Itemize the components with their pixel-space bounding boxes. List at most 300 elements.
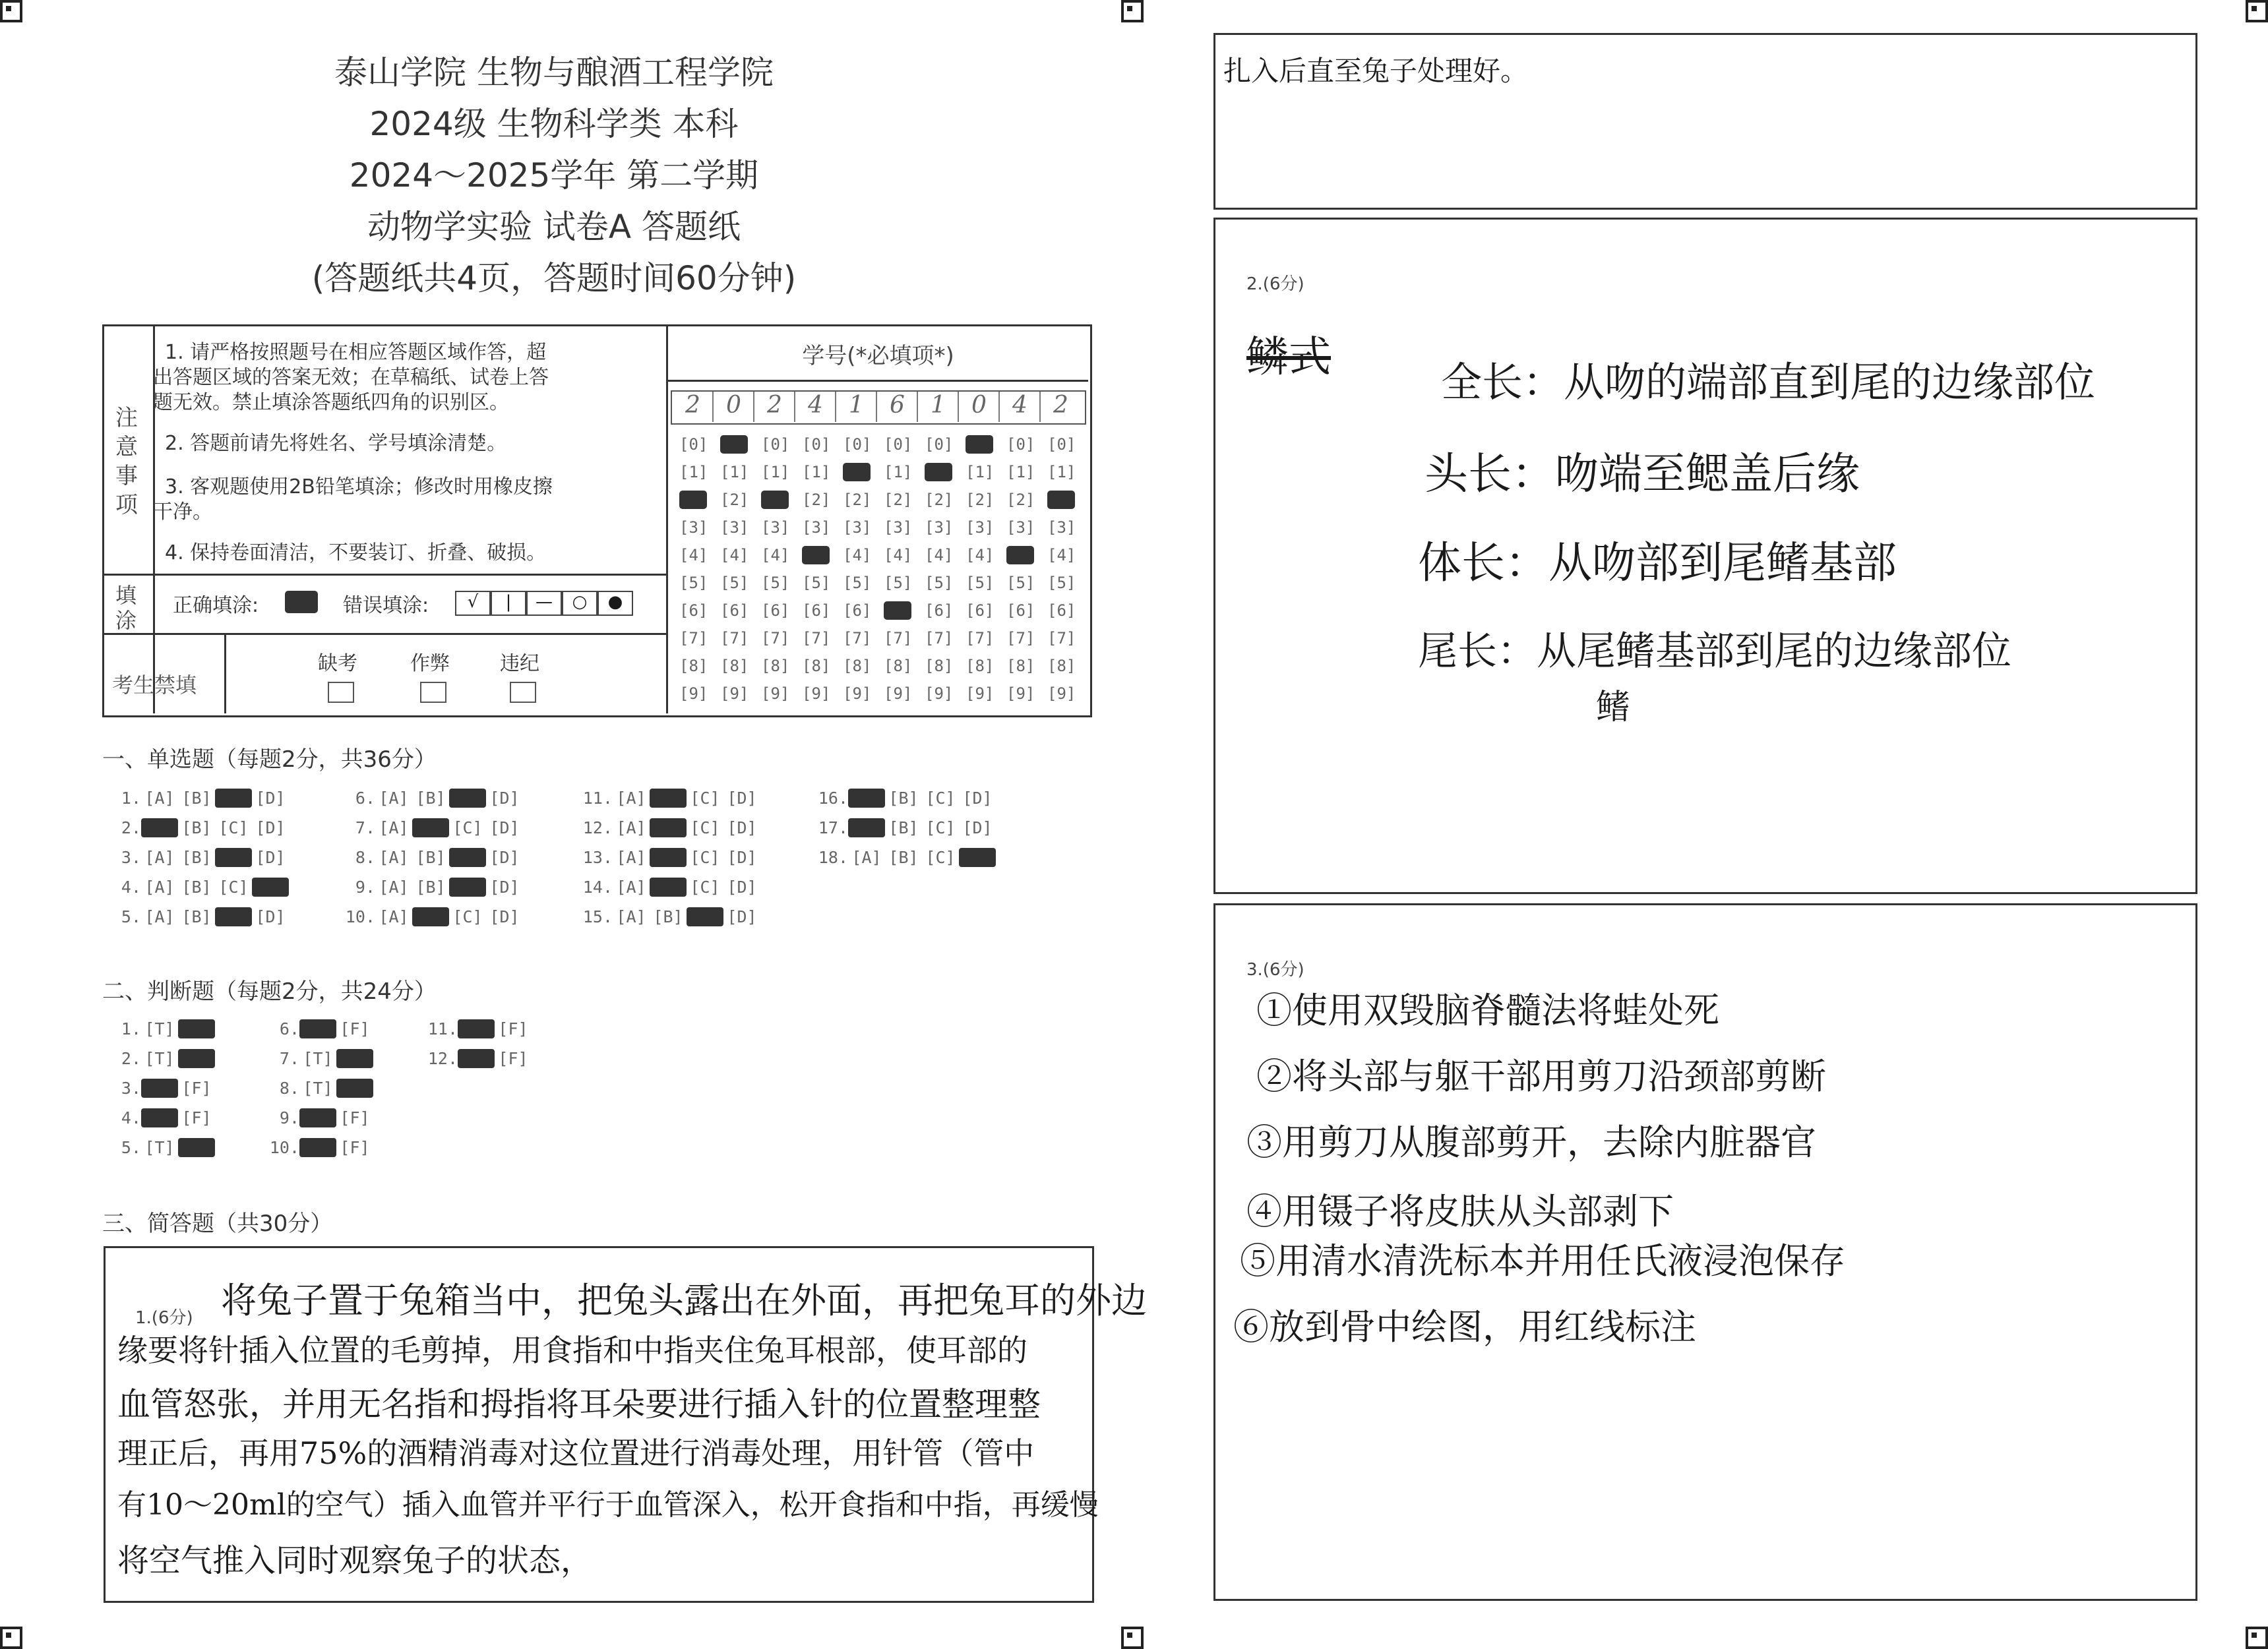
student-id-bubble[interactable]: [1] [679, 463, 708, 481]
answer-row [99, 1079, 215, 1098]
answer-bubble[interactable]: [C] [452, 907, 483, 926]
answer-row [333, 789, 523, 808]
student-id-bubble[interactable]: [8] [884, 657, 913, 675]
student-id-digit: 2 [1053, 392, 1068, 419]
answer-bubble[interactable]: [D] [489, 789, 520, 808]
student-id-label: 学号(*必填项*) [802, 343, 954, 369]
q2-answer-line-3: 体长：从吻部到尾鳍基部 [1418, 537, 1897, 588]
wrong-fill-bar: | [491, 591, 526, 616]
answer-bubble[interactable] [215, 848, 252, 867]
wrong-fill-dot: ● [598, 591, 633, 616]
q3-answer-line-5: ⑤用清水清洗标本并用任氏液浸泡保存 [1240, 1240, 1845, 1282]
wrong-fill-circle: ○ [562, 591, 598, 616]
violation-checkbox[interactable] [510, 682, 536, 703]
q3-answer-line-2: ②将头部与躯干部用剪刀沿颈部剪断 [1256, 1056, 1826, 1097]
student-id-bubble[interactable]: [9] [884, 684, 913, 703]
student-id-digit: 2 [685, 392, 700, 419]
student-id-bubble[interactable]: [1] [884, 463, 913, 481]
student-id-bubble[interactable]: [5] [925, 574, 954, 592]
answer-bubble[interactable]: [B] [653, 907, 683, 926]
answer-bubble[interactable]: [B] [181, 878, 212, 897]
answer-bubble[interactable]: [D] [489, 878, 520, 897]
answer-row [257, 1019, 373, 1038]
student-id-bubble[interactable]: [6] [761, 601, 790, 620]
question-number: 5. [121, 907, 141, 926]
answer-bubble[interactable]: [F] [340, 1019, 370, 1038]
student-id-digit: 0 [971, 392, 987, 419]
student-id-bubble[interactable]: [5] [679, 574, 708, 592]
answer-bubble[interactable]: [B] [415, 789, 446, 808]
q2-crossed-word: 鳞式 [1246, 333, 1331, 382]
answer-row [570, 848, 760, 867]
student-id-bubble[interactable]: [8] [761, 657, 790, 675]
answer-row [570, 878, 760, 897]
answer-bubble[interactable]: [C] [690, 848, 720, 867]
answer-row [99, 848, 289, 867]
student-id-bubble[interactable]: [7] [965, 629, 995, 647]
student-id-digit: 4 [1012, 392, 1027, 419]
student-id-bubble[interactable]: [4] [925, 546, 954, 564]
answer-bubble[interactable] [252, 878, 289, 897]
student-id-bubble[interactable] [843, 463, 871, 481]
student-id-bubble[interactable]: [6] [925, 601, 954, 620]
answer-bubble[interactable] [650, 789, 687, 808]
student-id-bubble[interactable]: [3] [965, 518, 995, 537]
question-number: 6. [279, 1019, 299, 1038]
answer-bubble[interactable]: [A] [379, 848, 409, 867]
student-id-bubble[interactable]: [2] [802, 491, 831, 509]
answer-bubble[interactable]: [D] [727, 907, 757, 926]
student-id-bubble[interactable]: [8] [679, 657, 708, 675]
answer-row [99, 818, 289, 837]
q1-answer-continued: 扎入后直至兔子处理好。 [1223, 55, 1529, 87]
answer-bubble[interactable] [215, 789, 252, 808]
header-school: 泰山学院 生物与酿酒工程学院 [334, 53, 774, 92]
answer-bubble[interactable]: [B] [888, 789, 919, 808]
student-id-bubble[interactable]: [9] [965, 684, 995, 703]
answer-bubble[interactable] [141, 1108, 178, 1127]
student-id-bubble[interactable]: [2] [965, 491, 995, 509]
answer-bubble[interactable] [650, 818, 687, 837]
answer-bubble[interactable]: [A] [379, 789, 409, 808]
student-id-bubble[interactable]: [7] [1047, 629, 1076, 647]
answer-bubble[interactable]: [T] [144, 1019, 175, 1038]
q3-answer-line-3: ③用剪刀从腹部剪开，去除内脏器官 [1246, 1122, 1816, 1163]
student-id-bubble[interactable]: [4] [1047, 546, 1076, 564]
student-id-bubble[interactable]: [6] [679, 601, 708, 620]
student-id-bubble[interactable]: [0] [1006, 435, 1035, 454]
answer-bubble[interactable]: [B] [888, 848, 919, 867]
student-id-bubble[interactable]: [6] [720, 601, 749, 620]
answer-bubble[interactable]: [A] [144, 878, 175, 897]
answer-bubble[interactable]: [T] [303, 1079, 333, 1098]
student-id-bubble[interactable]: [4] [965, 546, 995, 564]
answer-bubble[interactable]: [F] [340, 1108, 370, 1127]
answer-bubble[interactable] [178, 1049, 215, 1068]
student-id-bubble[interactable]: [0] [761, 435, 790, 454]
answer-row [415, 1019, 532, 1038]
answer-row [570, 907, 760, 926]
question-number: 12. [427, 1049, 458, 1068]
answer-bubble[interactable] [412, 907, 449, 926]
q3-answer-line-4: ④用镊子将皮肤从头部剥下 [1246, 1191, 1674, 1232]
section1-title: 一、单选题（每题2分，共36分） [102, 746, 437, 773]
student-id-bubble[interactable]: [6] [802, 601, 831, 620]
answer-bubble[interactable] [458, 1049, 495, 1068]
student-id-digit: 4 [808, 392, 823, 419]
student-id-bubble[interactable]: [5] [720, 574, 749, 592]
student-id-bubble[interactable]: [1] [1047, 463, 1076, 481]
student-id-bubble[interactable]: [2] [1006, 491, 1035, 509]
answer-bubble[interactable]: [B] [181, 789, 212, 808]
answer-bubble[interactable] [141, 1079, 178, 1098]
student-id-bubble[interactable]: [3] [679, 518, 708, 537]
student-id-bubble[interactable]: [9] [1006, 684, 1035, 703]
q1-answer-line-6: 将空气推入同时观察兔子的状态， [117, 1542, 593, 1579]
answer-bubble[interactable]: [A] [616, 907, 646, 926]
answer-bubble[interactable]: [A] [616, 818, 646, 837]
answer-bubble[interactable]: [D] [727, 848, 757, 867]
answer-bubble[interactable] [650, 878, 687, 897]
notice-item-1a: 1. 请严格按照题号在相应答题区域作答，超 [165, 341, 547, 364]
student-id-bubble[interactable]: [5] [802, 574, 831, 592]
student-id-bubble[interactable]: [3] [884, 518, 913, 537]
answer-bubble[interactable]: [B] [888, 818, 919, 837]
answer-bubble[interactable]: [D] [489, 848, 520, 867]
question-number: 3. [121, 848, 141, 867]
student-id-bubble[interactable]: [4] [761, 546, 790, 564]
student-id-bubble[interactable]: [5] [965, 574, 995, 592]
answer-bubble[interactable] [412, 818, 449, 837]
answer-bubble[interactable] [336, 1079, 373, 1098]
answer-row [99, 789, 289, 808]
answer-bubble[interactable] [650, 848, 687, 867]
student-id-bubble[interactable]: [2] [843, 491, 872, 509]
answer-bubble[interactable]: [C] [690, 878, 720, 897]
correct-fill-example [285, 591, 318, 613]
answer-row [257, 1049, 373, 1068]
q3-answer-line-6: ⑥放到骨中绘图，用红线标注 [1233, 1306, 1696, 1348]
student-id-bubble[interactable]: [7] [679, 629, 708, 647]
notice-item-1c: 题无效。禁止填涂答题纸四角的识别区。 [153, 391, 509, 414]
cheat-label: 作弊 [410, 652, 450, 675]
student-id-bubble[interactable]: [8] [802, 657, 831, 675]
answer-bubble[interactable]: [A] [851, 848, 882, 867]
answer-bubble[interactable]: [B] [415, 878, 446, 897]
answer-row [806, 848, 996, 867]
answer-row [99, 1138, 215, 1157]
answer-bubble[interactable]: [D] [255, 818, 286, 837]
answer-bubble[interactable] [299, 1108, 336, 1127]
student-id-bubble[interactable]: [7] [884, 629, 913, 647]
corner-marker-top-center [1121, 0, 1144, 22]
answer-row [99, 1108, 215, 1127]
answer-row [415, 1049, 532, 1068]
answer-bubble[interactable]: [B] [181, 848, 212, 867]
question-number: 8. [279, 1079, 299, 1098]
answer-bubble[interactable] [449, 789, 486, 808]
answer-bubble[interactable]: [A] [379, 818, 409, 837]
student-id-bubble[interactable]: [0] [843, 435, 872, 454]
answer-bubble[interactable] [449, 878, 486, 897]
answer-bubble[interactable]: [D] [489, 907, 520, 926]
answer-row [333, 907, 523, 926]
answer-bubble[interactable]: [C] [925, 789, 956, 808]
student-id-bubble[interactable]: [7] [761, 629, 790, 647]
student-id-bubble[interactable]: [9] [843, 684, 872, 703]
answer-bubble[interactable] [458, 1019, 495, 1038]
corner-marker-top-left [0, 0, 22, 22]
answer-bubble[interactable] [141, 818, 178, 837]
answer-bubble[interactable] [336, 1049, 373, 1068]
student-id-bubble[interactable]: [3] [1006, 518, 1035, 537]
student-id-bubble[interactable]: [9] [679, 684, 708, 703]
student-id-bubble[interactable]: [9] [720, 684, 749, 703]
answer-row [570, 789, 760, 808]
q2-label: 2.(6分) [1246, 274, 1304, 294]
student-id-bubble[interactable]: [1] [761, 463, 790, 481]
correct-fill-label: 正确填涂: [173, 594, 259, 617]
student-id-bubble[interactable]: [5] [884, 574, 913, 592]
q1-answer-line-2: 缘要将针插入位置的毛剪掉，用食指和中指夹住兔耳根部，使耳部的 [117, 1333, 1027, 1368]
answer-bubble[interactable]: [T] [144, 1138, 175, 1157]
section3-title: 三、简答题（共30分） [102, 1211, 333, 1237]
answer-bubble[interactable] [299, 1019, 336, 1038]
student-id-bubble[interactable]: [2] [884, 491, 913, 509]
question-number: 2. [121, 818, 141, 837]
question-number: 3. [121, 1079, 141, 1098]
student-id-bubble[interactable]: [6] [965, 601, 995, 620]
question-number: 7. [279, 1049, 299, 1068]
answer-bubble[interactable]: [A] [379, 907, 409, 926]
student-id-bubble[interactable]: [1] [802, 463, 831, 481]
q1-label: 1.(6分) [135, 1308, 193, 1328]
answer-row [806, 818, 996, 837]
q2-answer-line-1: 全长：从吻的端部直到尾的边缘部位 [1441, 358, 2096, 406]
student-id-bubble[interactable]: [9] [761, 684, 790, 703]
answer-row [333, 818, 523, 837]
answer-bubble[interactable]: [A] [616, 848, 646, 867]
student-id-digit: 1 [849, 392, 864, 419]
student-id-digit: 6 [890, 392, 905, 419]
student-id-bubble[interactable]: [1] [965, 463, 995, 481]
student-id-bubble[interactable]: [3] [1047, 518, 1076, 537]
student-id-bubble[interactable] [802, 546, 830, 564]
answer-bubble[interactable]: [T] [303, 1049, 333, 1068]
student-id-bubble[interactable]: [2] [925, 491, 954, 509]
answer-bubble[interactable] [299, 1138, 336, 1157]
answer-bubble[interactable]: [A] [144, 848, 175, 867]
student-id-bubble[interactable] [884, 601, 911, 620]
answer-bubble[interactable]: [D] [489, 818, 520, 837]
question-number: 13. [582, 848, 613, 867]
answer-bubble[interactable]: [D] [727, 818, 757, 837]
answer-bubble[interactable]: [T] [144, 1049, 175, 1068]
answer-bubble[interactable]: [D] [962, 818, 993, 837]
answer-bubble[interactable]: [C] [925, 818, 956, 837]
answer-bubble[interactable]: [F] [181, 1108, 212, 1127]
student-id-bubble[interactable]: [5] [1047, 574, 1076, 592]
student-id-bubble[interactable]: [8] [720, 657, 749, 675]
question-number: 8. [355, 848, 375, 867]
student-id-bubble[interactable]: [4] [843, 546, 872, 564]
student-id-bubble[interactable]: [5] [1006, 574, 1035, 592]
student-id-bubble[interactable]: [2] [720, 491, 749, 509]
notice-item-3a: 3. 客观题使用2B铅笔填涂；修改时用橡皮擦 [165, 475, 553, 498]
student-id-bubble[interactable]: [7] [925, 629, 954, 647]
answer-bubble[interactable]: [F] [340, 1138, 370, 1157]
notice-item-1b: 出答题区域的答案无效；在草稿纸、试卷上答 [153, 366, 549, 389]
answer-bubble[interactable]: [F] [498, 1049, 528, 1068]
student-id-bubble[interactable]: [0] [884, 435, 913, 454]
student-id-bubble[interactable] [761, 491, 789, 509]
absent-label: 缺考 [318, 652, 357, 675]
answer-row [99, 907, 289, 926]
student-id-bubble[interactable]: [7] [720, 629, 749, 647]
student-id-bubble[interactable]: [9] [802, 684, 831, 703]
question-number: 11. [427, 1019, 458, 1038]
answer-bubble[interactable]: [A] [616, 789, 646, 808]
answer-bubble[interactable]: [D] [255, 907, 286, 926]
answer-bubble[interactable]: [A] [144, 789, 175, 808]
answer-bubble[interactable]: [D] [727, 789, 757, 808]
student-id-bubble[interactable]: [8] [925, 657, 954, 675]
answer-bubble[interactable]: [A] [379, 878, 409, 897]
answer-bubble[interactable]: [D] [962, 789, 993, 808]
question-number: 12. [582, 818, 613, 837]
student-id-bubble[interactable] [925, 463, 952, 481]
answer-bubble[interactable]: [C] [690, 818, 720, 837]
fill-label: 填涂 [115, 583, 137, 633]
answer-bubble[interactable] [848, 789, 885, 808]
student-id-bubble[interactable]: [1] [720, 463, 749, 481]
answer-bubble[interactable] [848, 818, 885, 837]
answer-bubble[interactable] [178, 1138, 215, 1157]
answer-bubble[interactable]: [D] [255, 848, 286, 867]
cheat-checkbox[interactable] [420, 682, 446, 703]
student-id-bubble[interactable]: [4] [720, 546, 749, 564]
student-id-bubble[interactable]: [6] [1047, 601, 1076, 620]
student-id-bubble[interactable] [965, 435, 993, 454]
student-id-bubble[interactable]: [0] [679, 435, 708, 454]
prohibit-label: 考生禁填 [112, 673, 197, 698]
student-id-bubble[interactable]: [8] [1047, 657, 1076, 675]
answer-row [99, 878, 289, 897]
student-id-bubble[interactable]: [7] [843, 629, 872, 647]
wrong-fill-check: √ [455, 591, 491, 616]
answer-bubble[interactable] [215, 907, 252, 926]
student-id-bubble[interactable]: [7] [802, 629, 831, 647]
answer-row [333, 878, 523, 897]
student-id-bubble[interactable]: [8] [843, 657, 872, 675]
answer-bubble[interactable]: [B] [415, 848, 446, 867]
student-id-bubble[interactable]: [6] [843, 601, 872, 620]
answer-bubble[interactable]: [A] [144, 907, 175, 926]
q3-label: 3.(6分) [1246, 960, 1304, 980]
student-id-bubble[interactable]: [0] [925, 435, 954, 454]
answer-bubble[interactable] [449, 848, 486, 867]
question-number: 1. [121, 789, 141, 808]
student-id-bubble[interactable] [1047, 491, 1075, 509]
question-number: 11. [582, 789, 613, 808]
answer-bubble[interactable]: [C] [218, 878, 249, 897]
question-number: 6. [355, 789, 375, 808]
student-id-bubble[interactable]: [3] [802, 518, 831, 537]
answer-row [257, 1138, 373, 1157]
notice-item-3b: 干净。 [153, 500, 212, 524]
answer-bubble[interactable] [959, 848, 996, 867]
absent-checkbox[interactable] [328, 682, 354, 703]
answer-bubble[interactable] [178, 1019, 215, 1038]
student-id-bubble[interactable]: [0] [1047, 435, 1076, 454]
section2-title: 二、判断题（每题2分，共24分） [102, 978, 437, 1005]
question-number: 2. [121, 1049, 141, 1068]
notice-label: 注意事项 [115, 405, 138, 518]
answer-bubble[interactable]: [B] [181, 907, 212, 926]
student-id-digit: 2 [767, 392, 782, 419]
question-number: 7. [355, 818, 375, 837]
corner-marker-top-right [2246, 0, 2268, 22]
answer-bubble[interactable]: [D] [727, 878, 757, 897]
student-id-bubble[interactable]: [6] [1006, 601, 1035, 620]
answer-row [806, 789, 996, 808]
student-id-bubble[interactable]: [4] [679, 546, 708, 564]
q1-answer-line-1: 将兔子置于兔箱当中，把兔头露出在外面，再把兔耳的外边 [221, 1280, 1147, 1321]
student-id-bubble[interactable]: [3] [925, 518, 954, 537]
student-id-bubble[interactable]: [1] [1006, 463, 1035, 481]
answer-bubble[interactable]: [C] [218, 818, 249, 837]
answer-bubble[interactable]: [D] [255, 789, 286, 808]
answer-row [570, 818, 760, 837]
answer-bubble[interactable]: [C] [925, 848, 956, 867]
student-id-bubble[interactable]: [3] [720, 518, 749, 537]
header-term: 2024～2025学年 第二学期 [349, 156, 759, 195]
student-id-bubble[interactable]: [9] [925, 684, 954, 703]
answer-bubble[interactable]: [C] [452, 818, 483, 837]
student-id-bubble[interactable]: [4] [884, 546, 913, 564]
student-id-bubble[interactable] [679, 491, 707, 509]
answer-bubble[interactable] [687, 907, 723, 926]
student-id-bubble[interactable]: [5] [761, 574, 790, 592]
header-note: (答题纸共4页，答题时间60分钟) [311, 259, 797, 297]
header-grade: 2024级 生物科学类 本科 [369, 105, 739, 143]
answer-bubble[interactable]: [A] [616, 878, 646, 897]
answer-bubble[interactable]: [C] [690, 789, 720, 808]
student-id-digit: 0 [726, 392, 741, 419]
question-number: 17. [818, 818, 848, 837]
q1-answer-line-4: 理正后，再用75%的酒精消毒对这位置进行消毒处理，用针管（管中 [117, 1435, 1035, 1471]
answer-bubble[interactable]: [F] [181, 1079, 212, 1098]
student-id-bubble[interactable]: [9] [1047, 684, 1076, 703]
student-id-bubble[interactable]: [0] [802, 435, 831, 454]
student-id-bubble[interactable] [720, 435, 748, 454]
answer-bubble[interactable]: [B] [181, 818, 212, 837]
question-number: 15. [582, 907, 613, 926]
student-id-bubble[interactable]: [3] [843, 518, 872, 537]
student-id-bubble[interactable]: [8] [1006, 657, 1035, 675]
question-number: 1. [121, 1019, 141, 1038]
student-id-bubble[interactable]: [7] [1006, 629, 1035, 647]
answer-bubble[interactable]: [F] [498, 1019, 528, 1038]
q2-answer-extra: 鳍 [1596, 688, 1631, 727]
student-id-bubble[interactable]: [3] [761, 518, 790, 537]
student-id-bubble[interactable]: [8] [965, 657, 995, 675]
q1-answer-line-5: 有10～20ml的空气）插入血管并平行于血管深入，松开食指和中指，再缓慢 [117, 1488, 1099, 1522]
corner-marker-bottom-right [2246, 1627, 2268, 1649]
student-id-bubble[interactable] [1006, 546, 1034, 564]
wrong-fill-dash: — [526, 591, 562, 616]
student-id-bubble[interactable]: [5] [843, 574, 872, 592]
